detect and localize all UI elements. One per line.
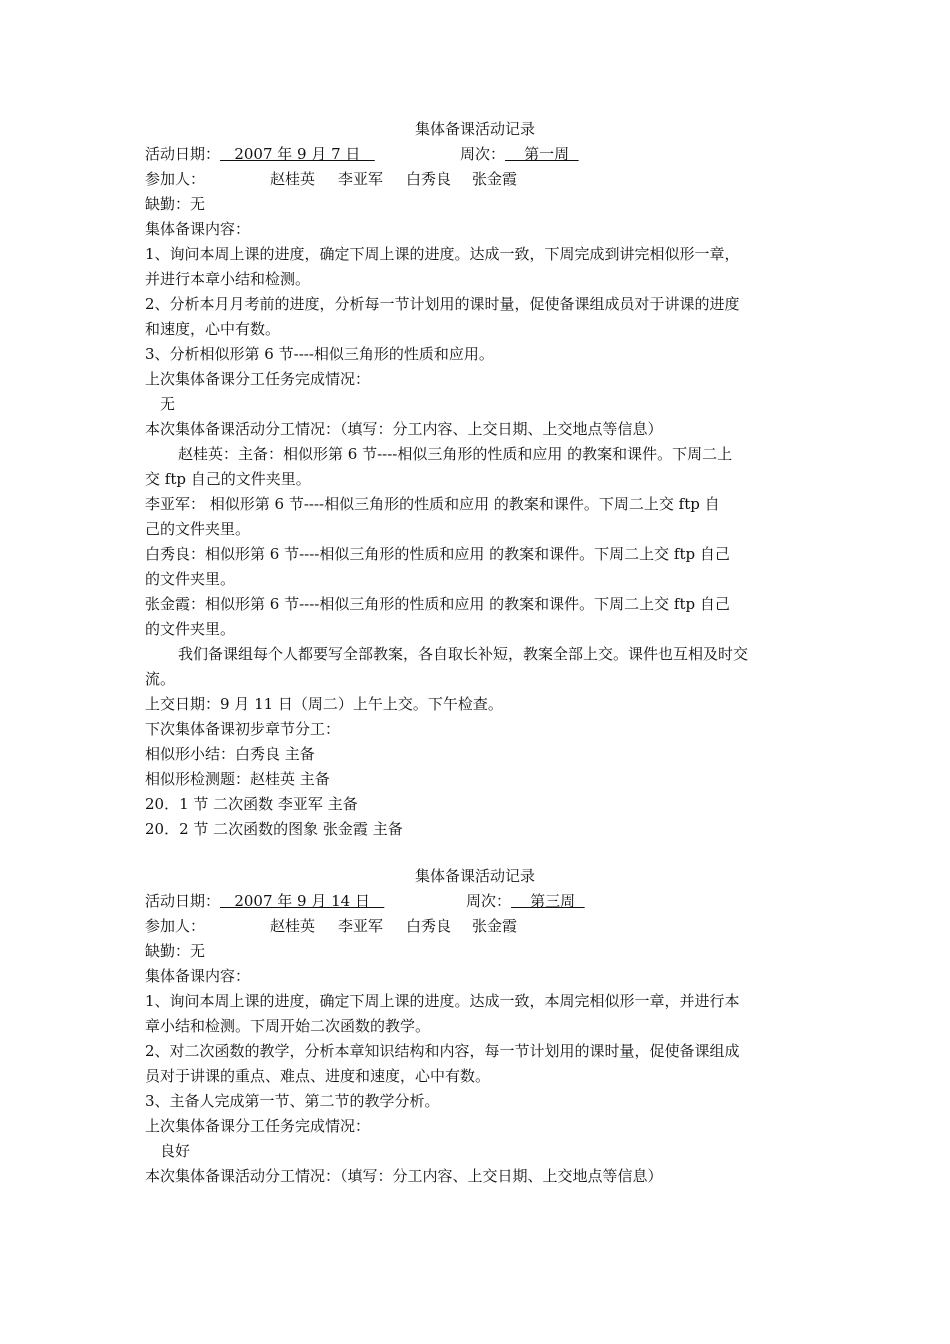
content-line: 3、主备人完成第一节、第二节的教学分析。 (145, 1092, 440, 1110)
participant: 白秀良 (406, 170, 452, 188)
week-value: 第一周 (505, 145, 579, 163)
content-line: 3、分析相似形第 6 节----相似三角形的性质和应用。 (145, 345, 494, 363)
last-task-value: 良好 (160, 1142, 191, 1160)
content-line: 1、询问本周上课的进度，确定下周上课的进度。达成一致，本周完相似形一章，并进行本 (145, 992, 740, 1010)
week-label: 周次： (466, 892, 512, 910)
assignment-line: 的文件夹里。 (145, 570, 236, 588)
this-task-label: 本次集体备课活动分工情况：（填写：分工内容、上交日期、上交地点等信息） (145, 420, 663, 438)
date-value: 2007 年 9 月 7 日 (220, 145, 375, 163)
date-row (145, 144, 375, 164)
content-line: 章小结和检测。下周开始二次函数的教学。 (145, 1017, 431, 1035)
date-label: 活动日期： (145, 892, 221, 910)
assignment-line: 张金霞：相似形第 6 节----相似三角形的性质和应用 的教案和课件。下周二上交 ftp 自己 (145, 595, 730, 613)
last-task-label: 上次集体备课分工任务完成情况： (145, 370, 371, 388)
participants-label: 参加人： (145, 917, 206, 935)
content-line: 2、分析本月月考前的进度，分析每一节计划用的课时量，促使备课组成员对于讲课的进度 (145, 295, 740, 313)
week-row (460, 144, 579, 164)
next-plan-line: 20．2 节 二次函数的图象 张金霞 主备 (145, 820, 403, 838)
assignment-line: 李亚军： 相似形第 6 节----相似三角形的性质和应用 的教案和课件。下周二上交 ftp 自 (145, 495, 720, 513)
last-task-label: 上次集体备课分工任务完成情况： (145, 1117, 371, 1135)
participant: 赵桂英 (270, 170, 316, 188)
content-line: 1、询问本周上课的进度，确定下周上课的进度。达成一致，下周完成到讲完相似形一章， (145, 245, 740, 263)
assignment-line: 流。 (145, 670, 176, 688)
record-title: 集体备课活动记录 (414, 120, 535, 138)
content-line: 并进行本章小结和检测。 (145, 270, 311, 288)
assignment-line: 我们备课组每个人都要写全部教案，各自取长补短，教案全部上交。课件也互相及时交 (178, 645, 749, 663)
participant: 白秀良 (406, 917, 452, 935)
week-row (466, 891, 585, 911)
content-label: 集体备课内容： (145, 967, 251, 985)
next-plan-line: 相似形小结：白秀良 主备 (145, 745, 315, 763)
next-plan-label: 下次集体备课初步章节分工： (145, 720, 341, 738)
date-label: 活动日期： (145, 145, 221, 163)
content-label: 集体备课内容： (145, 220, 251, 238)
content-line: 和速度，心中有数。 (145, 320, 281, 338)
next-plan-line: 相似形检测题：赵桂英 主备 (145, 770, 330, 788)
participants-label: 参加人： (145, 170, 206, 188)
assignment-line: 白秀良：相似形第 6 节----相似三角形的性质和应用 的教案和课件。下周二上交 ftp 自己 (145, 545, 730, 563)
date-row (145, 891, 384, 911)
date-value: 2007 年 9 月 14 日 (220, 892, 385, 910)
participant: 李亚军 (338, 917, 384, 935)
content-line: 2、对二次函数的教学，分析本章知识结构和内容，每一节计划用的课时量，促使备课组成 (145, 1042, 740, 1060)
next-plan-line: 20．1 节 二次函数 李亚军 主备 (145, 795, 358, 813)
assignment-line: 交 ftp 自己的文件夹里。 (145, 470, 311, 488)
participant: 张金霞 (472, 170, 518, 188)
week-label: 周次： (460, 145, 506, 163)
absent-line: 缺勤：无 (145, 942, 206, 960)
last-task-value: 无 (160, 395, 176, 413)
participant: 赵桂英 (270, 917, 316, 935)
participant: 李亚军 (338, 170, 384, 188)
content-line: 员对于讲课的重点、难点、进度和速度，心中有数。 (145, 1067, 491, 1085)
assignment-line: 己的文件夹里。 (145, 520, 251, 538)
record-title: 集体备课活动记录 (414, 867, 535, 885)
participant: 张金霞 (472, 917, 518, 935)
absent-line: 缺勤：无 (145, 195, 206, 213)
week-value: 第三周 (511, 892, 585, 910)
assignment-line: 的文件夹里。 (145, 620, 236, 638)
this-task-label: 本次集体备课活动分工情况：（填写：分工内容、上交日期、上交地点等信息） (145, 1167, 663, 1185)
submit-date-line: 上交日期：9 月 11 日（周二）上午上交。下午检查。 (145, 695, 503, 713)
assignment-line: 赵桂英：主备：相似形第 6 节----相似三角形的性质和应用 的教案和课件。下周二上 (178, 445, 733, 463)
